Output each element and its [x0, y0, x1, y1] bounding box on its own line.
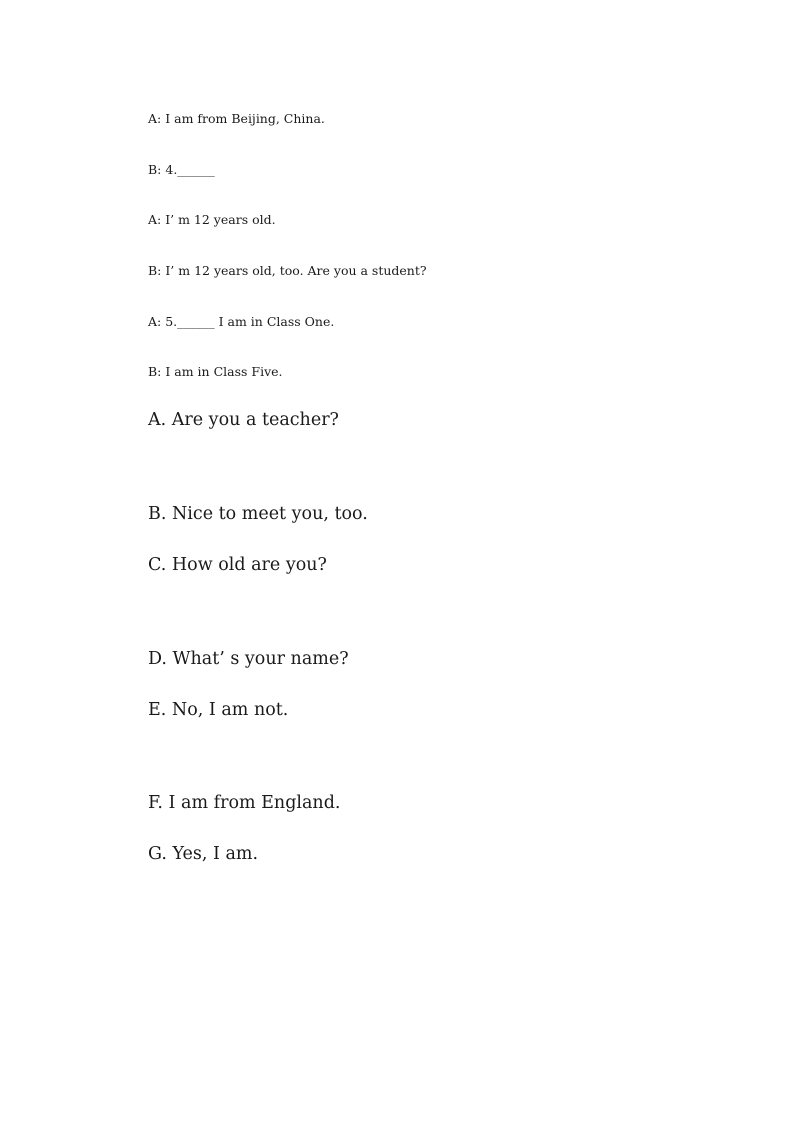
answer-option: E. No, I am not.	[148, 700, 289, 720]
answer-option: C. How old are you?	[148, 555, 327, 575]
dialogue-line: B: I am in Class Five.	[148, 364, 283, 379]
dialogue-line: B: I’ m 12 years old, too. Are you a student?	[148, 263, 427, 278]
dialogue-line: A: I’ m 12 years old.	[148, 212, 276, 227]
answer-option: B. Nice to meet you, too.	[148, 504, 368, 524]
answer-option: D. What’ s your name?	[148, 649, 349, 669]
dialogue-line: B: 4.______	[148, 162, 215, 177]
dialogue-line: A: I am from Beijing, China.	[148, 111, 325, 126]
dialogue-line: A: 5.______ I am in Class One.	[148, 314, 335, 329]
answer-option: G. Yes, I am.	[148, 844, 259, 864]
answer-option: A. Are you a teacher?	[148, 410, 339, 430]
answer-option: F. I am from England.	[148, 793, 341, 813]
